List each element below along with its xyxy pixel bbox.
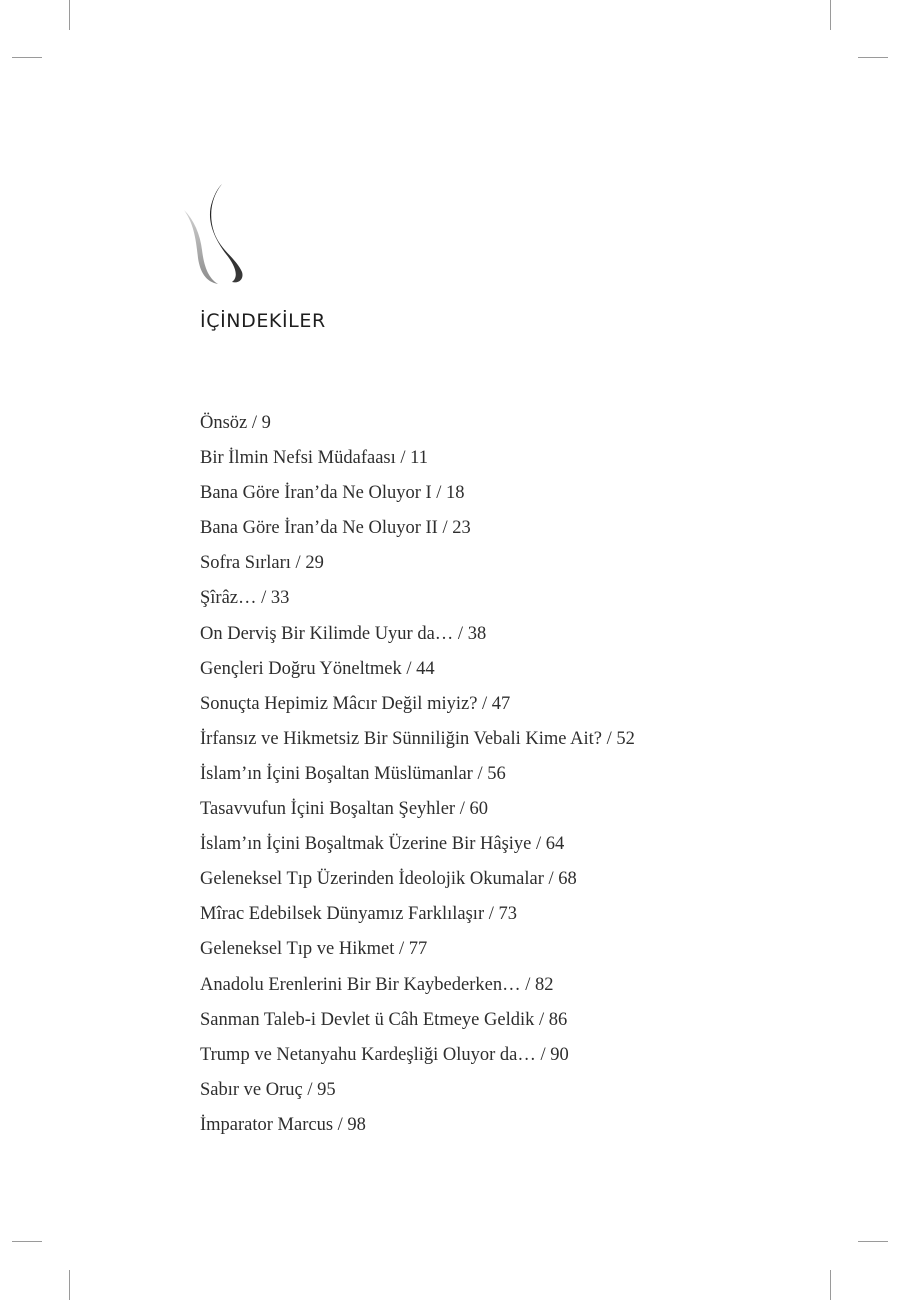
toc-item: İmparator Marcus / 98 [200, 1114, 366, 1135]
toc-item: Bana Göre İran’da Ne Oluyor I / 18 [200, 483, 465, 504]
crop-mark-bottom-left [69, 1270, 70, 1300]
crop-mark-top-left [12, 57, 42, 58]
table-of-contents [200, 408, 635, 1145]
toc-item: Geleneksel Tıp ve Hikmet / 77 [200, 939, 428, 960]
toc-item: Şîrâz… / 33 [200, 588, 290, 609]
crop-mark-bottom-left [12, 1241, 42, 1242]
toc-item: Mîrac Edebilsek Dünyamız Farklılaşır / 73 [200, 904, 517, 925]
toc-item: Trump ve Netanyahu Kardeşliği Oluyor da… / 90 [200, 1044, 569, 1065]
crop-mark-top-left [69, 0, 70, 30]
toc-item: Bir İlmin Nefsi Müdafaası / 11 [200, 448, 428, 469]
toc-item: Sanman Taleb-i Devlet ü Câh Etmeye Geldik / 86 [200, 1009, 568, 1030]
toc-item: Sabır ve Oruç / 95 [200, 1079, 336, 1100]
toc-item: İrfansız ve Hikmetsiz Bir Sünniliğin Vebali Kime Ait? / 52 [200, 728, 635, 749]
toc-item: Bana Göre İran’da Ne Oluyor II / 23 [200, 518, 471, 539]
crop-mark-bottom-right [858, 1241, 888, 1242]
toc-item: Gençleri Doğru Yöneltmek / 44 [200, 658, 435, 679]
crop-mark-top-right [830, 0, 831, 30]
toc-item: Tasavvufun İçini Boşaltan Şeyhler / 60 [200, 799, 488, 820]
calligraphic-swirl-icon [178, 180, 250, 286]
crop-mark-top-right [858, 57, 888, 58]
toc-item: Sonuçta Hepimiz Mâcır Değil miyiz? / 47 [200, 693, 511, 714]
toc-item: Önsöz / 9 [200, 413, 271, 433]
toc-item: On Derviş Bir Kilimde Uyur da… / 38 [200, 623, 487, 644]
page-title: İÇİNDEKİLER [200, 310, 326, 332]
toc-item: Sofra Sırları / 29 [200, 553, 324, 574]
toc-item: Geleneksel Tıp Üzerinden İdeolojik Okumalar / 68 [200, 869, 577, 890]
toc-item: İslam’ın İçini Boşaltmak Üzerine Bir Hâşiye / 64 [200, 834, 565, 855]
toc-item: İslam’ın İçini Boşaltan Müslümanlar / 56 [200, 763, 506, 784]
crop-mark-bottom-right [830, 1270, 831, 1300]
toc-item: Anadolu Erenlerini Bir Bir Kaybederken… / 82 [200, 974, 554, 995]
